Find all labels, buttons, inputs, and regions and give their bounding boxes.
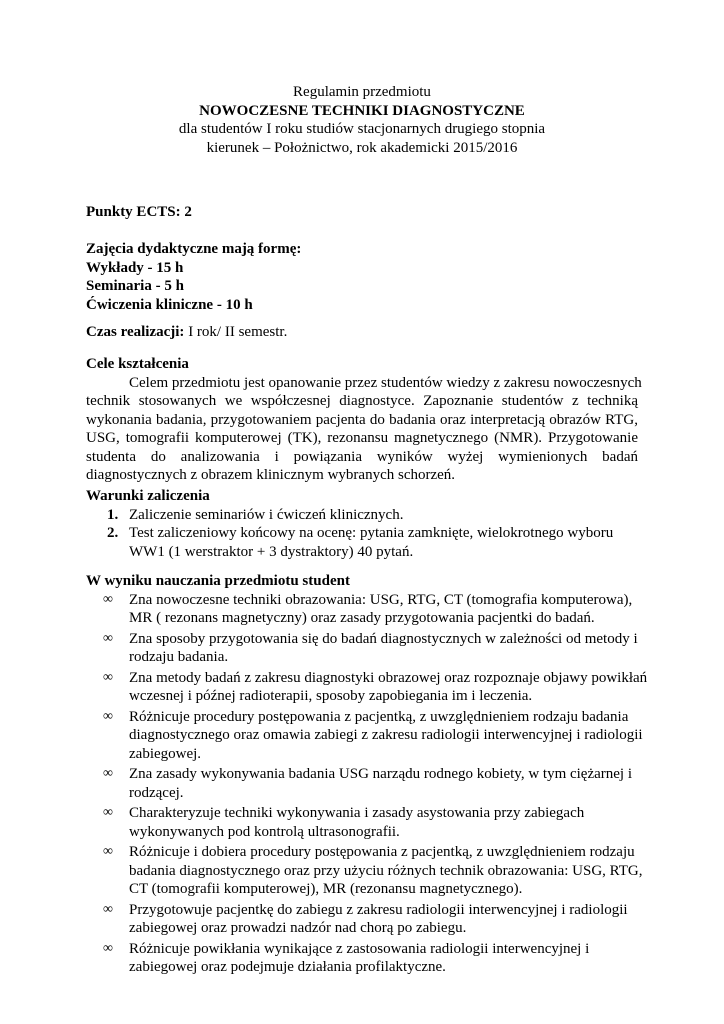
infinity-bullet-icon: ∞ [103, 805, 113, 820]
outcomes-section [86, 572, 648, 979]
classes-item-clinical: Ćwiczenia kliniczne - 10 h [86, 296, 253, 313]
duration-value: I rok/ II semestr. [184, 324, 288, 340]
list-number: 2. [107, 525, 119, 541]
outcome-line: rodzaju badania. [129, 649, 229, 665]
goals-line: wykonania badania, przygotowaniem pacjenta do badania oraz interpretacją obrazów RTG, [86, 411, 638, 428]
outcome-line: Zna nowoczesne techniki obrazowania: USG, RTG, CT (tomografia komputerowa), [129, 591, 633, 608]
conditions-section [86, 487, 638, 561]
goals-line: Celem przedmiotu jest opanowanie przez studentów wiedzy z zakresu nowoczesnych [129, 374, 642, 391]
goals-line: diagnostycznych z obrazem klinicznym wybranych schorzeń. [86, 467, 456, 483]
outcome-line: Przygotowuje pacjentkę do zabiegu z zakresu radiologii interwencyjnej i radiologii [129, 901, 628, 918]
infinity-bullet-icon: ∞ [103, 766, 113, 781]
ects-label: Punkty ECTS: 2 [86, 204, 192, 220]
outcome-line: Różnicuje powikłania wynikające z zastosowania radiologii interwencyjnej i [129, 940, 590, 957]
goals-heading: Cele kształcenia [86, 356, 189, 372]
classes-item-seminars: Seminaria - 5 h [86, 278, 184, 294]
header-subtitle: Regulamin przedmiotu [293, 84, 431, 100]
outcomes-list [86, 591, 648, 977]
header-audience: dla studentów I roku studiów stacjonarnych drugiego stopnia [178, 121, 546, 137]
outcome-line: wykonywanych pod kontrolą ultrasonografii. [129, 823, 400, 840]
list-item [86, 591, 638, 628]
outcome-line: diagnostycznego oraz omawia zabiegi z zakresu radiologii interwencyjnej i radiologii [129, 727, 643, 743]
infinity-bullet-icon: ∞ [103, 901, 113, 917]
outcome-line: wczesnej i późnej radioterapii, sposoby zapobiegania im i leczenia. [129, 688, 533, 704]
infinity-bullet-icon: ∞ [103, 591, 113, 607]
outcome-line: zabiegowej oraz prowadzi nadzór nad chorą po zabiegu. [129, 920, 467, 936]
outcome-line: zabiegowej. [129, 745, 202, 762]
infinity-bullet-icon: ∞ [103, 940, 113, 956]
list-item [86, 708, 643, 764]
list-item [86, 804, 638, 841]
infinity-bullet-icon: ∞ [103, 630, 113, 646]
infinity-bullet-icon: ∞ [103, 844, 113, 859]
ects-section [86, 203, 638, 222]
outcome-line: Zna metody badań z zakresu diagnostyki obrazowej oraz rozpoznaje objawy powikłań [129, 669, 648, 686]
header-program: kierunek – Położnictwo, rok akademicki 2015/2016 [206, 139, 518, 156]
conditions-list [86, 506, 638, 562]
outcome-line: zabiegowej oraz podejmuje działania profilaktyczne. [129, 959, 446, 975]
document-header [0, 83, 724, 157]
duration-section [86, 323, 638, 342]
duration-label: Czas realizacji: [86, 324, 185, 340]
goals-line: USG, tomografii komputerowej (TK), rezonansu magnetycznego (NMR). Przygotowanie [86, 430, 638, 446]
outcome-line: Różnicuje i dobiera procedury postępowania z pacjentką, z uwzględnieniem rodzaju [129, 844, 635, 860]
goals-section [86, 355, 642, 485]
outcomes-heading: W wyniku nauczania przedmiotu student [86, 573, 350, 589]
list-item [86, 901, 638, 938]
outcome-line: Charakteryzuje techniki wykonywania i zasady asystowania przy zabiegach [129, 805, 585, 821]
list-item [86, 669, 648, 706]
outcome-line: CT (tomografii komputerowej), MR (rezonansu magnetycznego). [129, 881, 523, 897]
list-item [86, 940, 638, 977]
course-title: NOWOCZESNE TECHNIKI DIAGNOSTYCZNE [199, 102, 525, 119]
classes-heading: Zajęcia dydaktyczne mają formę: [86, 241, 302, 257]
list-item: 2. Test zaliczeniowy końcowy na ocenę: pytania zamknięte, wielokrotnego wyboru WW1 (1 werstraktor + 3 dystraktory) 40 pytań. [107, 525, 614, 560]
outcome-line: Różnicuje procedury postępowania z pacjentką, z uwzględnieniem rodzaju badania [129, 708, 629, 725]
classes-section [86, 240, 638, 314]
outcome-line: Zna sposoby przygotowania się do badań diagnostycznych w zależności od metody i [129, 630, 638, 647]
goals-line: technik stosowanych we współczesnej diagnostyce. Zapoznanie studentów z techniką [86, 393, 638, 409]
conditions-heading: Warunki zaliczenia [86, 488, 210, 504]
list-item [86, 843, 643, 899]
outcome-line: badania diagnostycznego oraz przy użyciu różnych technik obrazowania: USG, RTG, [129, 862, 643, 879]
outcome-line: rodzącej. [129, 784, 184, 801]
goals-line: studenta do analizowania i powiązania wyników wyżej wymienionych badań [86, 448, 638, 465]
infinity-bullet-icon: ∞ [103, 669, 113, 685]
outcome-line: Zna zasady wykonywania badania USG narządu rodnego kobiety, w tym ciężarnej i [129, 766, 633, 782]
list-item [86, 765, 638, 802]
list-item [86, 630, 638, 667]
classes-item-lectures: Wykłady - 15 h [86, 259, 184, 276]
list-item: 1. Zaliczenie seminariów i ćwiczeń klinicznych. [107, 506, 404, 523]
infinity-bullet-icon: ∞ [103, 708, 113, 724]
list-number: 1. [107, 506, 119, 523]
outcome-line: MR ( rezonans magnetyczny) oraz zasady przygotowania pacjentki do badań. [129, 610, 595, 626]
